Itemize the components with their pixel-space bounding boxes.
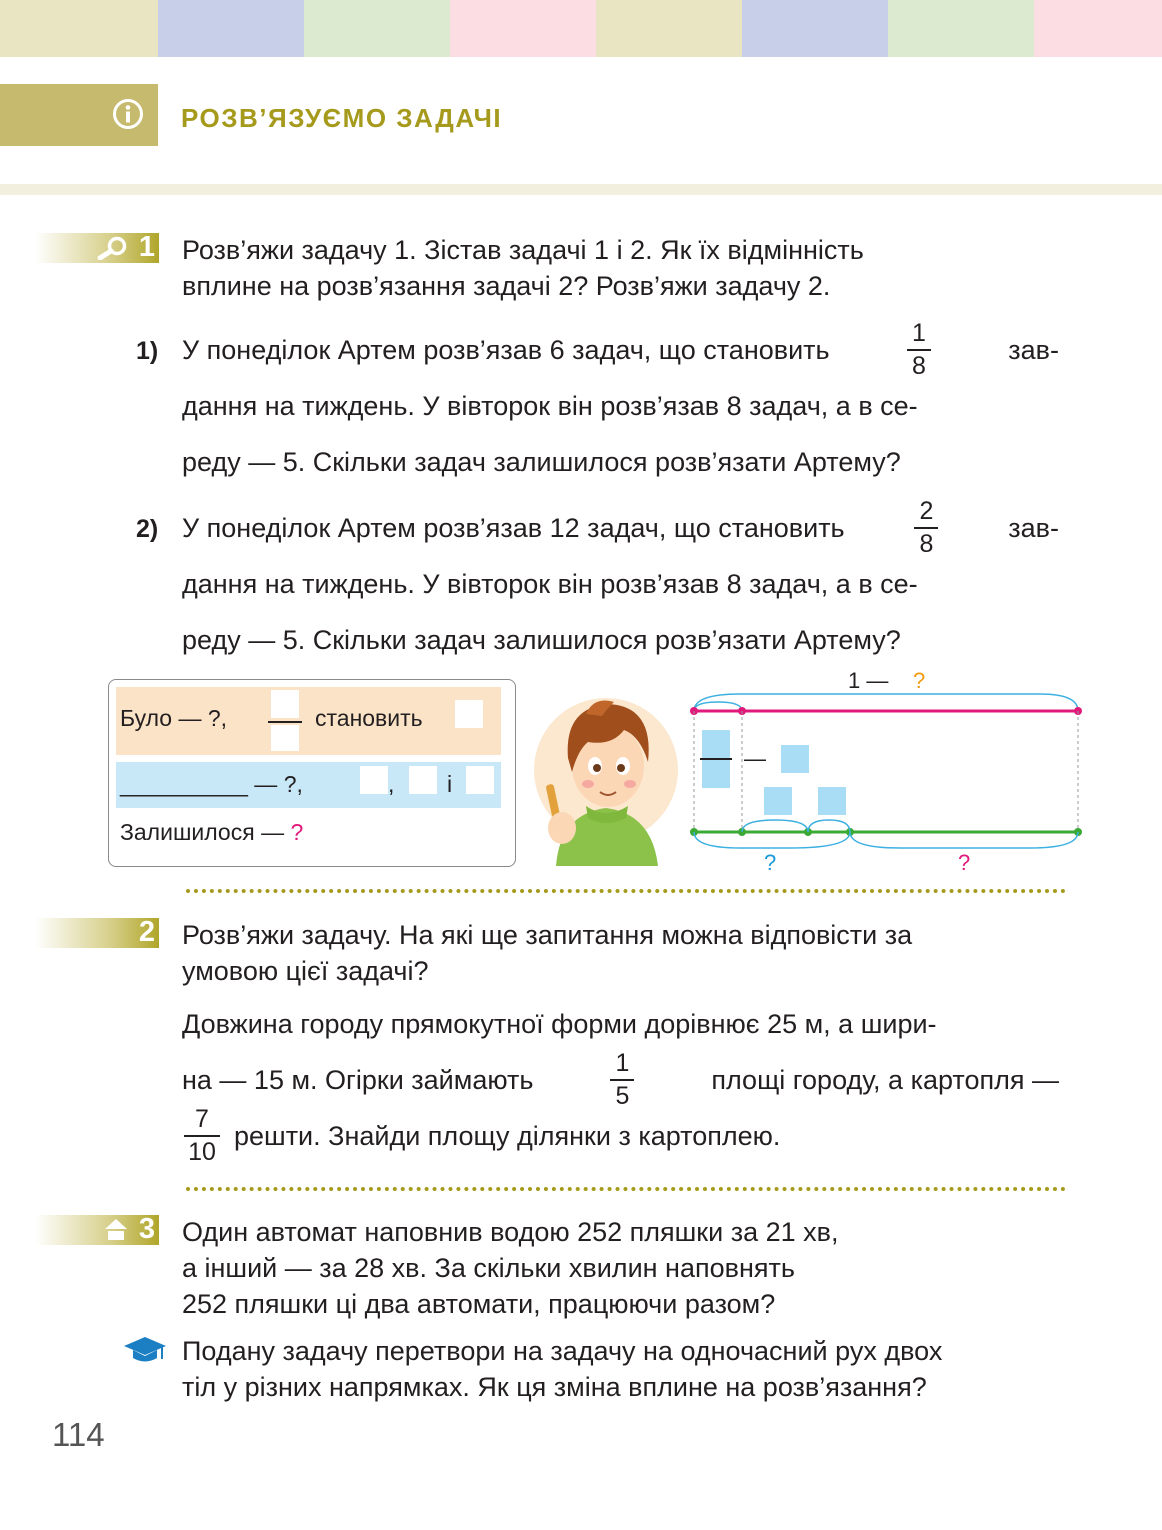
house-icon [103, 1217, 129, 1241]
scheme-text: Було — ?, [120, 705, 228, 731]
extra-line-1: Подану задачу перетвори на задачу на одночасний рух двох [182, 1336, 943, 1366]
segment-diagram [680, 662, 1100, 882]
denominator: 5 [615, 1082, 630, 1110]
scheme-text [120, 819, 303, 846]
text: зав- [1008, 334, 1059, 365]
question-mark: ? [764, 850, 777, 875]
fraction [184, 1106, 220, 1166]
text: на — 15 м. Огірки займають [182, 1064, 534, 1095]
text: Довжина городу прямокутної форми дорівнює 25 м, а шири- [182, 1008, 937, 1039]
text: зав- [1008, 512, 1059, 543]
fraction [914, 498, 938, 558]
diagram-dash: — [744, 746, 766, 771]
denominator: 8 [911, 352, 926, 380]
numerator: 2 [919, 497, 934, 525]
problem-2-line-1 [182, 496, 1059, 560]
answer-box[interactable] [466, 766, 494, 794]
problem-1-line-1 [182, 318, 1059, 382]
boy-illustration [528, 686, 688, 866]
task-2-tab [35, 918, 159, 948]
text: реду — 5. Скільки задач залишилося розв’язати Артему? [182, 446, 901, 477]
dotted-separator [186, 889, 1066, 893]
task-2-intro-line-1: Розв’яжи задачу. На які ще запитання можна відповісти за [182, 920, 913, 950]
task-1-intro-line-1: Розв’яжи задачу 1. Зістав задачі 1 і 2. Як їх відмінність [182, 235, 864, 265]
numerator: 7 [195, 1105, 209, 1133]
problem-2-line-3 [182, 622, 1059, 658]
dotted-separator [186, 1187, 1066, 1191]
text: реду — 5. Скільки задач залишилося розв’язати Артему? [182, 624, 901, 655]
denominator: 10 [188, 1138, 216, 1166]
numerator: 1 [911, 319, 926, 347]
fraction-bar [268, 721, 302, 723]
answer-box[interactable] [360, 766, 388, 794]
task-1-tab [35, 233, 159, 263]
task-number: 3 [138, 1213, 155, 1245]
task-3-line-1: Один автомат наповнив водою 252 пляшки за 21 хв, [182, 1217, 839, 1247]
graduation-cap-icon [122, 1335, 168, 1365]
question-mark: ? [913, 668, 926, 693]
task-2-line-1 [182, 1006, 1059, 1042]
text: дання на тиждень. У вівторок він розв’язав 8 задач, а в се- [182, 390, 918, 421]
scheme-text: __________ — ?, [120, 771, 303, 797]
answer-box[interactable] [271, 725, 299, 751]
fraction [907, 320, 931, 380]
task-1-intro-line-2: вплине на розв’язання задачі 2? Розв’яжи задачу 2. [182, 271, 831, 301]
answer-box[interactable] [271, 690, 299, 718]
problem-2-line-2 [182, 566, 1059, 602]
extra-line-2: тіл у різних напрямках. Як ця зміна вплине на розв’язання? [182, 1372, 927, 1402]
task-number: 1 [138, 231, 155, 263]
question-mark: ? [958, 850, 971, 875]
fraction [610, 1050, 634, 1110]
info-icon [112, 98, 144, 130]
text: У понеділок Артем розв’язав 12 задач, що становить [182, 512, 845, 543]
task-3-line-3: 252 пляшки ці два автомати, працюючи разом? [182, 1289, 776, 1319]
text: дання на тиждень. У вівторок він розв’язав 8 задач, а в се- [182, 568, 918, 599]
text: решти. Знайди площу ділянки з картоплею. [234, 1120, 781, 1151]
task-3-line-2: а інший — за 28 хв. За скільки хвилин наповнять [182, 1253, 795, 1283]
denominator: 8 [919, 530, 934, 558]
task-2-intro-line-2: умовою цієї задачі? [182, 956, 429, 986]
scheme-text: і [447, 771, 453, 797]
scheme-text: становить [315, 705, 423, 731]
answer-box[interactable] [455, 700, 483, 728]
problem-label: 2) [136, 515, 159, 543]
problem-1-line-3 [182, 444, 1059, 480]
task-number: 2 [138, 916, 155, 948]
answer-box[interactable] [409, 766, 437, 794]
question-mark: ? [290, 819, 304, 845]
task-3-tab [35, 1215, 159, 1245]
text: площі городу, а картопля — [711, 1064, 1059, 1095]
problem-1-line-2 [182, 388, 1059, 424]
diagram-label: 1 — [848, 668, 889, 693]
scheme-text: , [388, 771, 395, 797]
section-title: РОЗВ’ЯЗУЄМО ЗАДАЧІ [181, 103, 503, 133]
numerator: 1 [615, 1049, 630, 1077]
text: Залишилося — [120, 819, 285, 845]
page-number: 114 [52, 1416, 105, 1453]
magnifier-icon [95, 236, 129, 260]
problem-label: 1) [136, 337, 159, 365]
task-2-line-3 [182, 1103, 780, 1169]
text: У понеділок Артем розв’язав 6 задач, що становить [182, 334, 830, 365]
divider [0, 184, 1162, 195]
